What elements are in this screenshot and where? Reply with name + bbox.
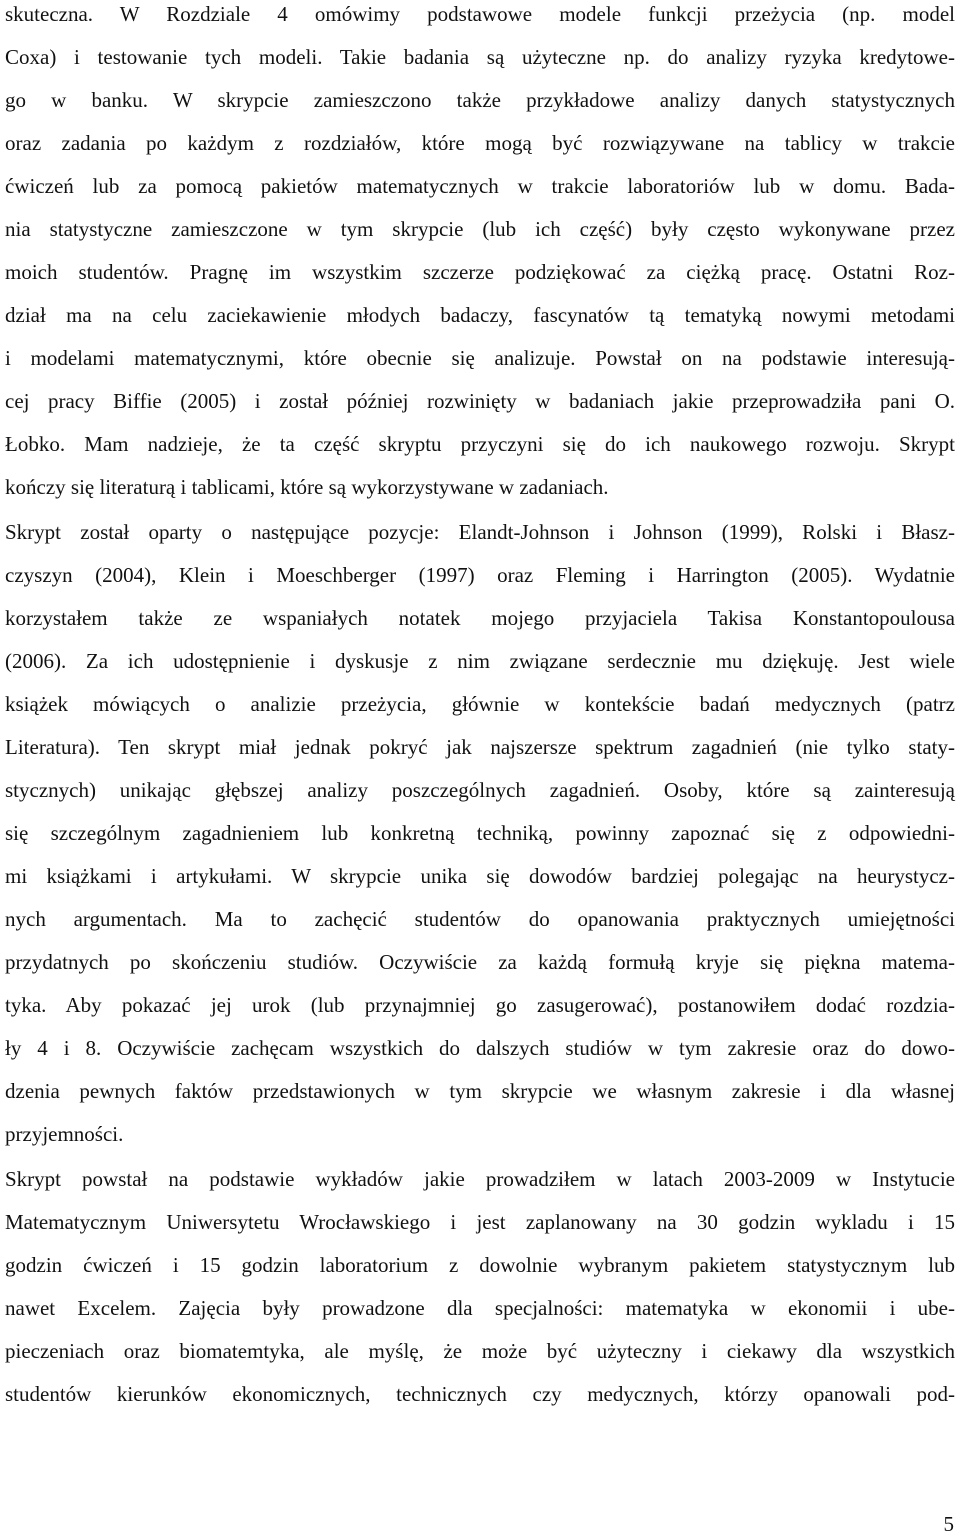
- page-number: 5: [943, 1512, 954, 1536]
- text-line: godzin ćwiczeń i 15 godzin laboratorium z dowolnie wybranym pakietem statystycznym lub: [5, 1253, 955, 1277]
- text-line: Skrypt powstał na podstawie wykładów jakie prowadziłem w latach 2003-2009 w Instytucie: [5, 1167, 955, 1191]
- text-line: książek mówiących o analizie przeżycia, głównie w kontekście badań medycznych (patrz: [5, 692, 955, 716]
- text-line: (2006). Za ich udostępnienie i dyskusje z nim związane serdecznie mu dziękuję. Jest wiele: [5, 649, 955, 673]
- text-line: się szczególnym zagadnieniem lub konkretną techniką, powinny zapoznać się z odpowiedni-: [5, 821, 955, 845]
- text-line: dzenia pewnych faktów przedstawionych w tym skrypcie we własnym zakresie i dla własnej: [5, 1079, 955, 1103]
- text-line: kończy się literaturą i tablicami, które są wykorzystywane w zadaniach.: [5, 475, 609, 499]
- text-line: Matematycznym Uniwersytetu Wrocławskiego i jest zaplanowany na 30 godzin wykladu i 15: [5, 1210, 955, 1234]
- text-line: przyjemności.: [5, 1122, 124, 1146]
- text-line: Coxa) i testowanie tych modeli. Takie badania są użyteczne np. do analizy ryzyka kredytowe-: [5, 45, 955, 69]
- text-line: moich studentów. Pragnę im wszystkim szczerze podziękować za ciężką pracę. Ostatni Roz-: [5, 260, 955, 284]
- text-line: przydatnych po skończeniu studiów. Oczywiście za każdą formułą kryje się piękna matema-: [5, 950, 955, 974]
- text-line: mi książkami i artykułami. W skrypcie unika się dowodów bardziej polegając na heurystycz-: [5, 864, 955, 888]
- text-line: czyszyn (2004), Klein i Moeschberger (1997) oraz Fleming i Harrington (2005). Wydatnie: [5, 563, 955, 587]
- text-line: Literatura). Ten skrypt miał jednak pokryć jak najszersze spektrum zagadnień (nie tylko staty-: [5, 735, 955, 759]
- text-line: nawet Excelem. Zajęcia były prowadzone dla specjalności: matematyka w ekonomii i ube-: [5, 1296, 955, 1320]
- text-line: i modelami matematycznymi, które obecnie się analizuje. Powstał on na podstawie interesują-: [5, 346, 955, 370]
- text-line: Łobko. Mam nadzieje, że ta część skryptu przyczyni się do ich naukowego rozwoju. Skrypt: [5, 432, 955, 456]
- text-line: nia statystyczne zamieszczone w tym skrypcie (lub ich część) były często wykonywane przez: [5, 217, 955, 241]
- text-line: skuteczna. W Rozdziale 4 omówimy podstawowe modele funkcji przeżycia (np. model: [5, 2, 955, 26]
- text-line: studentów kierunków ekonomicznych, technicznych czy medycznych, którzy opanowali pod-: [5, 1382, 955, 1406]
- text-line: tyka. Aby pokazać jej urok (lub przynajmniej go zasugerować), postanowiłem dodać rozdzia-: [5, 993, 955, 1017]
- text-line: korzystałem także ze wspaniałych notatek mojego przyjaciela Takisa Konstantopoulousa: [5, 606, 955, 630]
- text-line: cej pracy Biffie (2005) i został później rozwinięty w badaniach jakie przeprowadziła pani O.: [5, 389, 955, 413]
- text-line: stycznych) unikając głębszej analizy poszczególnych zagadnień. Osoby, które są zainteresują: [5, 778, 955, 802]
- text-line: ćwiczeń lub za pomocą pakietów matematycznych w trakcie laboratoriów lub w domu. Bada-: [5, 174, 955, 198]
- text-line: pieczeniach oraz biomatemtyka, ale myślę, że może być użyteczny i ciekawy dla wszystkich: [5, 1339, 955, 1363]
- text-line: Skrypt został oparty o następujące pozycje: Elandt-Johnson i Johnson (1999), Rolski i Błasz-: [5, 520, 955, 544]
- text-line: ły 4 i 8. Oczywiście zachęcam wszystkich do dalszych studiów w tym zakresie oraz do dowo-: [5, 1036, 955, 1060]
- text-line: nych argumentach. Ma to zachęcić studentów do opanowania praktycznych umiejętności: [5, 907, 955, 931]
- text-line: go w banku. W skrypcie zamieszczono także przykładowe analizy danych statystycznych: [5, 88, 955, 112]
- text-line: oraz zadania po każdym z rozdziałów, które mogą być rozwiązywane na tablicy w trakcie: [5, 131, 955, 155]
- text-line: dział ma na celu zaciekawienie młodych badaczy, fascynatów tą tematyką nowymi metodami: [5, 303, 955, 327]
